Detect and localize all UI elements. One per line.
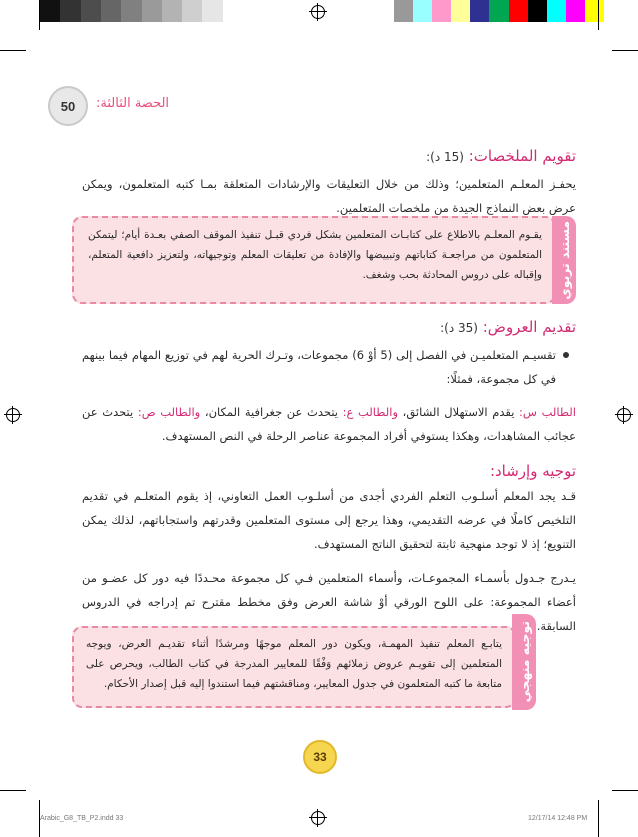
student-s-label: الطالب س: [514, 405, 577, 419]
student-roles [82, 400, 576, 448]
evaluation-time: (15 د): [426, 150, 464, 164]
guidance-heading [490, 462, 576, 480]
methodological-note-text: يتابـع المعلم تنفيذ المهمـة، ويكون دور المعلم موجهًا ومرشدًا أثناء تقديـم العرض، ويوجه المتعلمين إلى تقويـم عروض زملائهم وَفْقًا للمعايير المدرجة في كتاب الطالب، ويحرص على متابعة ما كتبه المتعلمون في جدول المعايير، ومناقشتهم فيما استندوا إليه قبل إصدار الأحكام. [86, 638, 502, 690]
top-page-number: 50 [48, 86, 88, 126]
crop-mark [598, 0, 599, 30]
color-swatches [394, 0, 604, 22]
student-a-role: يتحدث عن جغرافية المكان، [200, 405, 339, 419]
registration-mark-top [311, 5, 325, 19]
crop-mark [39, 0, 40, 30]
bottom-page-number: 33 [303, 740, 337, 774]
pedagogical-note-label: مستند تربوي [556, 220, 572, 300]
file-slug: Arabic_G8_TB_P2.indd 33 [40, 815, 124, 822]
student-p-label: والطالب ص: [133, 405, 201, 419]
methodological-note-box [72, 626, 516, 708]
presentation-title: تقديم العروض: [482, 318, 576, 336]
guidance-paragraph-2: يـدرج جـدول بأسمـاء المجموعـات، وأسماء المتعلمين فـي كل مجموعة محـددًا فيه دور كل عضـو من أعضاء المجموعة: على اللوح الورقي أوْ شاشة العرض وفق مخطط مقترح تم إدراجه في الدروس السابقة. [82, 571, 576, 633]
pedagogical-note-tab [552, 216, 576, 304]
guidance-paragraph-1: قـد يجد المعلم أسلـوب التعلم الفردي أجدى من أسلـوب العمل التعاوني، إذ يقوم المتعلـم في تقديم التلخيص كاملًا في عرضه التقديمي، وهذا يرجع إلى مستوى المتعلمين وقدرتهم واستجاباتهم، لذلك يمكن التنويع؛ إذ لا توجد منهجية ثابتة لتحقيق الناتج المستهدف. [82, 489, 576, 551]
presentation-time: (35 د): [440, 321, 478, 335]
crop-mark [612, 790, 638, 791]
student-s-role: يقدم الاستهلال الشائق، [398, 405, 515, 419]
methodological-note-label: توجيه منهجي [516, 621, 532, 703]
registration-mark-bottom [311, 811, 325, 825]
presentation-heading [440, 318, 576, 336]
crop-mark [0, 790, 26, 791]
crop-mark [598, 800, 599, 837]
registration-mark-right [617, 408, 631, 422]
methodological-note-tab [512, 614, 536, 710]
grayscale-swatches [40, 0, 243, 22]
pedagogical-note-box [72, 216, 556, 304]
guidance-title: توجيه وإرشاد: [489, 462, 576, 480]
grouping-instructions: تقسيـم المتعلميـن في الفصل إلى (5 أوْ 6) مجموعات، وتـرك الحرية لهم في توزيع المهام فيما بينهم في كل مجموعة، فمثلًا: [82, 348, 557, 386]
student-a-label: والطالب ع: [338, 405, 398, 419]
student-p-role: يتحدث عن عجائب المشاهدات، وهكذا يستوفي أفراد المجموعة عناصر الرحلة في النص المستهدف. [82, 405, 576, 443]
bullet-marker [563, 352, 569, 358]
crop-mark [612, 50, 638, 51]
print-timestamp: 12/17/14 12:48 PM [528, 815, 588, 822]
crop-mark [0, 50, 26, 51]
evaluation-text: يحفـز المعلـم المتعلمين؛ وذلك من خلال التعليقات والإرشادات المتعلقة بمـا كتبه المتعلمون، ويمكن عرض بعض النماذج الجيدة من ملخصات المتعلمين. [82, 177, 576, 215]
lesson-title: الحصة الثالثة: [96, 96, 170, 111]
evaluation-title: تقويم الملخصات: [468, 147, 576, 165]
registration-mark-left [6, 408, 20, 422]
pedagogical-note-text: يقـوم المعلـم بالاطلاع على كتابـات المتعلمين بشكل فردي قبـل تنفيذ الموقف الصفي بعـدة أيام؛ ليتمكن المتعلمون من مراجعـة كتاباتهم وتبييضها والإفادة من تعليقات المعلم وتوجيهاته، ولتعزيز دافعية المتعلم، وإقباله على دروس المحادثة بحب وشغف. [88, 229, 542, 281]
evaluation-heading [426, 147, 576, 165]
